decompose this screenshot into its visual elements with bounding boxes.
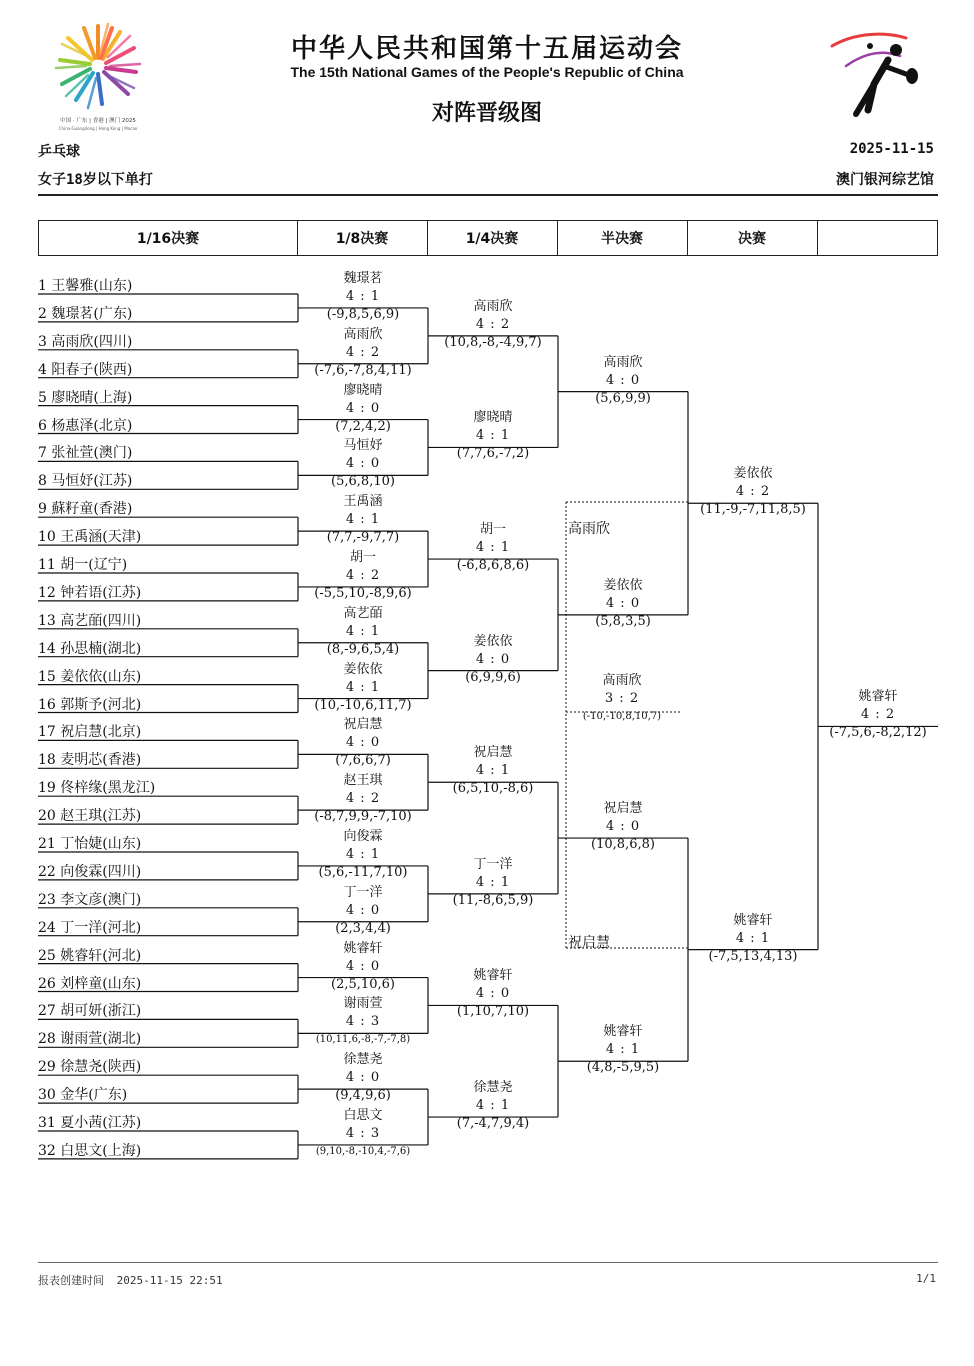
col-r16: 1/8决赛	[297, 220, 428, 256]
match-winner: 向俊霖	[343, 828, 383, 844]
event-date: 2025-11-15	[849, 141, 934, 157]
match-games: (-8,7,9,9,-7,10)	[314, 809, 412, 825]
r16-match	[303, 605, 423, 659]
match-games: (11,-8,6,5,9)	[452, 892, 534, 908]
match-games: (2,3,4,4)	[335, 920, 391, 936]
match-games: (5,6,9,9)	[595, 390, 651, 406]
match-winner: 姚睿轩	[343, 940, 383, 956]
page-subtitle: 对阵晋级图	[431, 101, 542, 126]
bronze-player-b: 祝启慧	[568, 935, 610, 951]
footer-created	[38, 1272, 223, 1288]
match-games: (8,-9,6,5,4)	[326, 641, 400, 657]
match-winner: 胡一	[479, 522, 506, 538]
match-winner: 白思文	[343, 1107, 383, 1123]
champion-match	[818, 688, 938, 742]
match-score: 4 : 1	[475, 540, 511, 556]
match-games: (1,10,7,10)	[456, 1004, 530, 1020]
player-20: 20 赵王琪(江苏)	[38, 808, 142, 825]
match-games: (10,11,6,-8,-7,-7,8)	[315, 1034, 411, 1046]
match-score: 4 : 0	[345, 735, 381, 751]
match-winner: 廖晓晴	[473, 410, 513, 426]
match-score: 4 : 1	[605, 1042, 641, 1058]
col-qf: 1/4决赛	[427, 220, 558, 256]
player-16: 16 郭斯予(河北)	[38, 696, 142, 713]
r16-match	[303, 437, 423, 491]
match-score: 4 : 1	[345, 512, 381, 528]
match-games: (5,8,3,5)	[595, 613, 651, 629]
player-18: 18 麦明芯(香港)	[38, 752, 142, 769]
match-winner: 高雨欣	[603, 354, 643, 370]
qf-match	[433, 521, 553, 575]
match-winner: 魏璟茗	[343, 270, 383, 286]
match-winner: 祝启慧	[343, 717, 383, 733]
logo-caption: 中国 · 广东 | 香港 | 澳门 2025	[60, 118, 136, 124]
player-5: 5 廖晓晴(上海)	[38, 389, 133, 406]
match-games: (-6,8,6,8,6)	[456, 558, 530, 574]
match-score: 4 : 2	[860, 707, 896, 723]
match-score: 4 : 1	[345, 623, 381, 639]
player-7: 7 张祉萱(澳门)	[38, 445, 133, 462]
match-score: 4 : 0	[605, 819, 641, 835]
r16-match	[303, 716, 423, 770]
match-winner: 廖晓晴	[343, 382, 383, 398]
match-winner: 徐慧尧	[473, 1080, 513, 1096]
player-9: 9 蘇籽童(香港)	[38, 501, 133, 518]
match-winner: 姜依依	[473, 633, 513, 649]
match-score: 4 : 1	[475, 1098, 511, 1114]
bronze-player-a: 高雨欣	[568, 521, 610, 537]
match-games: (4,8,-5,9,5)	[586, 1060, 660, 1076]
r16-match	[303, 884, 423, 938]
player-30: 30 金华(广东)	[38, 1087, 128, 1104]
player-28: 28 谢雨萱(湖北)	[38, 1031, 142, 1048]
match-games: (-7,5,6,-8,2,12)	[829, 725, 927, 741]
match-games: (7,7,6,-7,2)	[456, 446, 530, 462]
match-score: 4 : 1	[475, 874, 511, 890]
page-title-cn: 中华人民共和国第十五届运动会	[290, 34, 683, 64]
match-winner: 祝启慧	[473, 745, 513, 761]
player-15: 15 姜依依(山东)	[38, 668, 142, 685]
sf-match	[563, 354, 683, 408]
match-score: 4 : 1	[475, 763, 511, 779]
match-games: (-7,5,13,4,13)	[708, 948, 798, 964]
match-winner: 姚睿轩	[858, 689, 898, 705]
match-games: (2,5,10,6)	[331, 976, 395, 992]
player-3: 3 高雨欣(四川)	[38, 333, 133, 350]
footer-page-number: 1/1	[916, 1272, 936, 1285]
match-score: 4 : 0	[345, 902, 381, 918]
r16-match	[303, 1107, 423, 1161]
match-winner: 姚睿轩	[733, 912, 773, 928]
match-winner: 马恒妤	[343, 438, 383, 454]
player-2: 2 魏璟茗(广东)	[38, 305, 133, 322]
player-31: 31 夏小茜(江苏)	[38, 1115, 142, 1131]
match-winner: 姜依依	[343, 661, 383, 677]
footer-divider	[38, 1262, 938, 1263]
r16-match	[303, 940, 423, 994]
logo-caption-en: China·Guangdong | Hong Kong | Macao	[58, 126, 138, 131]
player-27: 27 胡可妍(浙江)	[38, 1003, 142, 1020]
final-match	[693, 912, 813, 966]
match-score: 4 : 2	[345, 791, 381, 807]
match-score: 4 : 1	[345, 679, 381, 695]
match-games: (6,5,10,-8,6)	[452, 781, 534, 797]
match-games: (-9,8,5,6,9)	[326, 306, 400, 322]
match-score: 4 : 2	[345, 567, 381, 583]
match-score: 4 : 0	[605, 595, 641, 611]
match-winner: 高雨欣	[343, 326, 383, 342]
match-winner: 胡一	[349, 549, 376, 565]
player-14: 14 孙思楠(湖北)	[38, 640, 142, 657]
match-winner: 高艺皕	[343, 605, 383, 621]
match-games: (-5,5,10,-8,9,6)	[314, 585, 412, 601]
match-winner: 王禹涵	[343, 494, 383, 510]
match-winner: 姚睿轩	[473, 968, 513, 984]
player-29: 29 徐慧尧(陕西)	[38, 1059, 142, 1076]
match-winner: 徐慧尧	[343, 1052, 383, 1068]
match-score: 4 : 3	[345, 1125, 381, 1141]
r16-match	[303, 493, 423, 547]
match-score: 4 : 2	[345, 344, 381, 360]
match-score: 4 : 0	[345, 958, 381, 974]
sport-name: 乒乓球	[38, 144, 80, 160]
match-games: (10,8,6,8)	[591, 837, 655, 853]
player-22: 22 向俊霖(四川)	[38, 863, 142, 880]
qf-match	[433, 856, 553, 910]
player-24: 24 丁一洋(河北)	[38, 919, 142, 936]
match-winner: 姚睿轩	[603, 1024, 643, 1040]
r16-match	[303, 1051, 423, 1105]
match-games: (10,-10,6,11,7)	[314, 697, 412, 713]
r16-match	[303, 270, 423, 324]
match-games: (7,2,4,2)	[335, 418, 391, 434]
match-games: (10,8,-8,-4,9,7)	[444, 334, 542, 350]
qf-match	[433, 298, 553, 352]
match-winner: 赵王琪	[343, 773, 383, 789]
r16-match	[303, 382, 423, 436]
col-sf: 半决赛	[557, 220, 688, 256]
event-name: 女子18岁以下单打	[38, 172, 153, 188]
footer-created-label: 报表创建时间	[38, 1274, 104, 1287]
r16-match	[303, 549, 423, 603]
qf-match	[433, 409, 553, 463]
player-13: 13 高艺皕(四川)	[38, 612, 142, 629]
match-score: 4 : 0	[475, 651, 511, 667]
bronze-score: 3 : 2	[604, 691, 640, 706]
qf-match	[433, 967, 553, 1021]
r16-match	[303, 326, 423, 380]
match-score: 4 : 0	[345, 400, 381, 416]
bronze-match	[562, 672, 682, 726]
match-score: 4 : 0	[345, 456, 381, 472]
player-17: 17 祝启慧(北京)	[38, 724, 142, 741]
match-score: 4 : 2	[735, 484, 771, 500]
page-title-en: The 15th National Games of the People's Republic of China	[290, 64, 684, 80]
match-games: (5,6,8,10)	[331, 474, 395, 490]
bronze-winner: 高雨欣	[602, 673, 642, 688]
match-winner: 谢雨萱	[343, 996, 383, 1012]
match-score: 4 : 1	[475, 428, 511, 444]
event-venue: 澳门银河综艺馆	[836, 172, 934, 188]
match-score: 4 : 0	[605, 372, 641, 388]
qf-match	[433, 633, 553, 687]
player-32: 32 白思文(上海)	[38, 1142, 142, 1159]
player-4: 4 阳春子(陕西)	[38, 361, 133, 378]
bronze-games: (-10,-10,8,10,7)	[582, 711, 662, 722]
match-games: (7,7,-9,7,7)	[326, 530, 400, 546]
match-games: (11,-9,-7,11,8,5)	[700, 502, 806, 518]
match-score: 4 : 3	[345, 1014, 381, 1030]
match-winner: 姜依依	[603, 577, 643, 593]
col-r32: 1/16决赛	[38, 220, 298, 256]
match-games: (9,4,9,6)	[335, 1088, 391, 1104]
match-score: 4 : 1	[345, 846, 381, 862]
player-23: 23 李文彦(澳门)	[38, 891, 142, 908]
sf-match	[563, 1023, 683, 1077]
match-winner: 丁一洋	[343, 884, 383, 900]
player-10: 10 王禹涵(天津)	[38, 529, 142, 546]
sf-match	[563, 800, 683, 854]
footer-created-value: 2025-11-15 22:51	[116, 1274, 223, 1287]
r16-match	[303, 828, 423, 882]
player-21: 21 丁怡婕(山东)	[38, 836, 142, 852]
player-8: 8 马恒妤(江苏)	[38, 473, 133, 490]
match-games: (7,-4,7,9,4)	[456, 1116, 530, 1132]
match-score: 4 : 1	[735, 930, 771, 946]
match-winner: 祝启慧	[603, 801, 643, 817]
match-score: 4 : 1	[345, 288, 381, 304]
player-25: 25 姚睿轩(河北)	[38, 947, 142, 964]
player-12: 12 钟若语(江苏)	[38, 584, 142, 601]
match-games: (6,9,9,6)	[465, 669, 521, 685]
match-score: 4 : 2	[475, 316, 511, 332]
player-1: 1 王馨雅(山东)	[38, 278, 133, 294]
player-26: 26 刘梓童(山东)	[38, 975, 142, 992]
match-winner: 高雨欣	[473, 298, 513, 314]
player-11: 11 胡一(辽宁)	[38, 557, 128, 573]
qf-match	[433, 1079, 553, 1133]
sf-match	[563, 577, 683, 631]
r16-match	[303, 661, 423, 715]
r16-match	[303, 995, 423, 1049]
match-winner: 丁一洋	[473, 856, 513, 872]
match-games: (7,6,6,7)	[335, 753, 391, 769]
player-19: 19 佟梓缘(黑龙江)	[38, 780, 156, 797]
match-games: (-7,6,-7,8,4,11)	[314, 362, 412, 378]
player-6: 6 杨惠泽(北京)	[38, 417, 133, 434]
col-final: 决赛	[687, 220, 818, 256]
r16-match	[303, 772, 423, 826]
qf-match	[433, 744, 553, 798]
match-games: (5,6,-11,7,10)	[318, 864, 408, 880]
match-score: 4 : 0	[345, 1070, 381, 1086]
match-winner: 姜依依	[733, 466, 773, 482]
match-score: 4 : 0	[475, 986, 511, 1002]
match-games: (9,10,-8,-10,4,-7,6)	[315, 1145, 411, 1157]
final-match	[693, 465, 813, 519]
